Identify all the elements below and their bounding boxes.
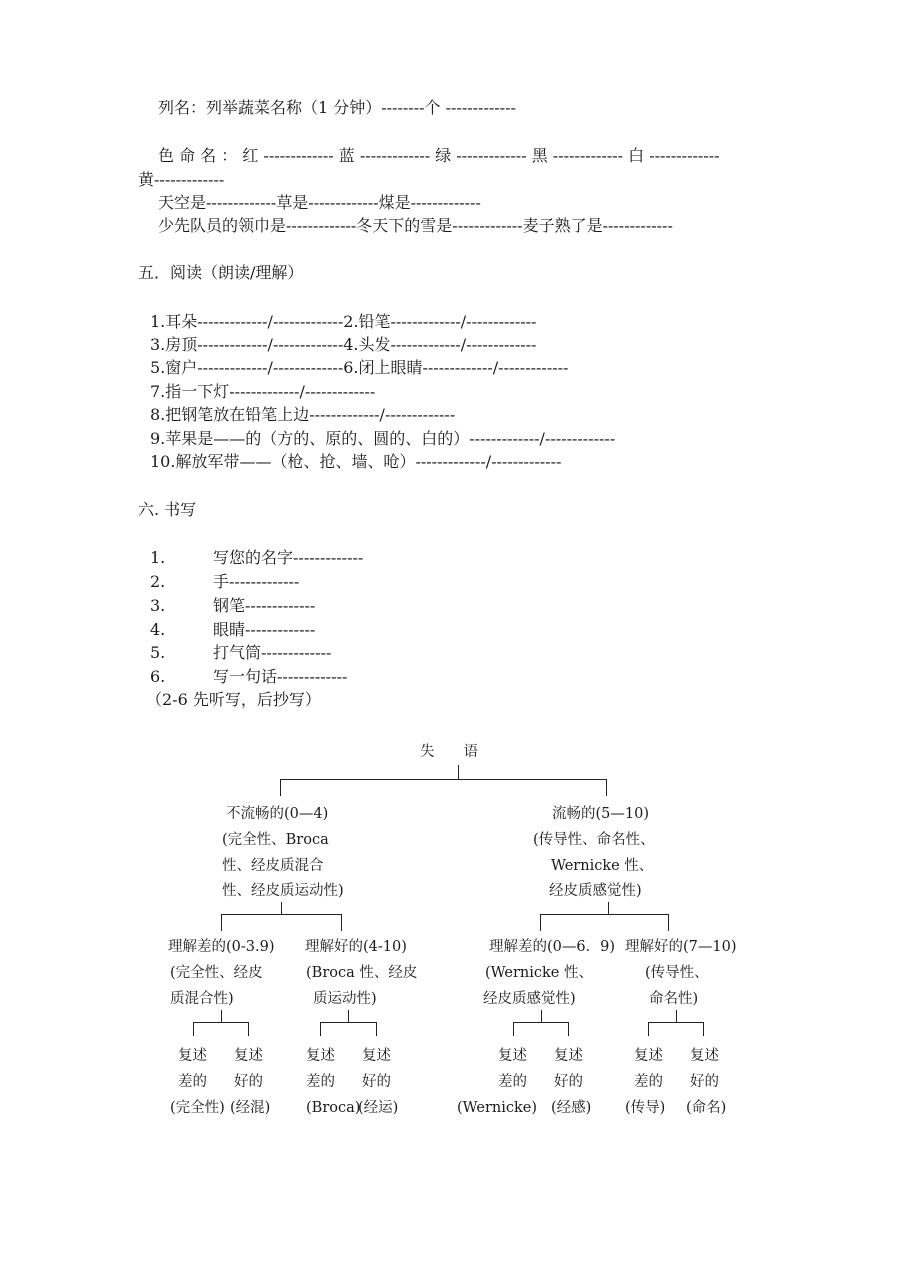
writing-item-number: 4. <box>150 620 166 639</box>
writing-item-text: 钢笔------------- <box>213 596 316 615</box>
writing-item-number: 2. <box>150 572 166 591</box>
nonfluent-detail: 性、经皮质运动性) <box>222 883 344 899</box>
tree-connector <box>376 1022 377 1036</box>
leaf-label: (命名) <box>686 1100 727 1116</box>
color-naming-line: 色 命 名 ： 红 ------------- 蓝 ------------- 绿 ------------- 黑 ------------- 白 ------------- <box>158 146 720 165</box>
tree-connector <box>348 1010 349 1022</box>
fluent-title: 流畅的(5—10) <box>552 806 649 822</box>
leaf-label: 差的 <box>306 1074 335 1090</box>
writing-item-text: 写您的名字------------- <box>213 548 364 567</box>
leaf-label: (经混) <box>230 1100 271 1116</box>
leaf-label: 复述 <box>554 1048 583 1064</box>
fluent-poor-detail: (Wernicke 性、 <box>485 965 593 981</box>
fluent-good-detail: (传导性、 <box>645 965 709 981</box>
tree-connector <box>458 765 459 779</box>
fluent-detail: 经皮质感觉性) <box>549 883 642 899</box>
writing-item-number: 6. <box>150 667 166 686</box>
reading-item: 5.窗户-------------/-------------6.闭上眼睛-------------/------------- <box>150 358 569 377</box>
tree-connector <box>221 1010 222 1022</box>
reading-heading: 五．阅读（朗读/理解） <box>138 263 304 282</box>
nonfluent-good-detail: 质运动性) <box>313 991 377 1007</box>
nonfluent-title: 不流畅的(0—4) <box>226 806 329 822</box>
fluent-poor-detail: 经皮质感觉性) <box>483 991 576 1007</box>
nonfluent-good-detail: (Broca 性、经皮 <box>306 965 418 981</box>
nonfluent-good-comprehension: 理解好的(4-10) <box>305 939 407 955</box>
nonfluent-detail: 性、经皮质混合 <box>222 858 324 874</box>
tree-connector <box>540 914 541 931</box>
nonfluent-poor-detail: (完全性、经皮 <box>170 965 263 981</box>
tree-connector <box>280 779 607 780</box>
leaf-label: (Broca) <box>306 1100 361 1116</box>
tree-connector <box>320 1022 377 1023</box>
writing-item-number: 3. <box>150 596 166 615</box>
writing-item-text: 手------------- <box>213 572 300 591</box>
fluent-good-comprehension: 理解好的(7—10) <box>625 939 737 955</box>
reading-item: 9.苹果是——的（方的、原的、圆的、白的）-------------/------------- <box>150 429 616 448</box>
leaf-label: (传导) <box>625 1100 666 1116</box>
tree-connector <box>193 1022 249 1023</box>
leaf-label: (Wernicke) <box>457 1100 538 1116</box>
fluent-good-detail: 命名性) <box>649 991 699 1007</box>
tree-connector <box>280 779 281 796</box>
reading-item: 7.指一下灯-------------/------------- <box>150 382 376 401</box>
tree-connector <box>608 902 609 914</box>
reading-item: 10.解放军带——（枪、抢、墙、呛）-------------/------------- <box>150 452 562 471</box>
writing-item-number: 1. <box>150 548 166 567</box>
tree-connector <box>668 914 669 931</box>
writing-note: （2-6 先听写，后抄写） <box>146 690 321 709</box>
tree-connector <box>568 1022 569 1036</box>
tree-connector <box>540 914 669 915</box>
writing-item-text: 眼睛------------- <box>213 620 316 639</box>
leaf-label: 好的 <box>554 1074 583 1090</box>
tree-connector <box>513 1022 569 1023</box>
tree-connector <box>648 1022 704 1023</box>
fluent-detail: (传导性、命名性、 <box>533 832 655 848</box>
writing-item-text: 打气筒------------- <box>213 643 332 662</box>
tree-connector <box>221 914 342 915</box>
pioneer-snow-wheat-line: 少先队员的领巾是-------------冬天下的雪是-------------麦子熟了是------------- <box>158 216 673 235</box>
writing-heading: 六. 书写 <box>138 500 197 519</box>
leaf-label: 复述 <box>178 1048 207 1064</box>
tree-connector <box>248 1022 249 1036</box>
sky-grass-coal-line: 天空是-------------草是-------------煤是------------- <box>158 193 481 212</box>
tree-connector <box>193 1022 194 1036</box>
tree-connector <box>648 1022 649 1036</box>
reading-item: 3.房顶-------------/-------------4.头发-------------/------------- <box>150 335 537 354</box>
tree-connector <box>676 1010 677 1022</box>
leaf-label: 差的 <box>498 1074 527 1090</box>
tree-connector <box>281 902 282 914</box>
leaf-label: 复述 <box>234 1048 263 1064</box>
leaf-label: 复述 <box>306 1048 335 1064</box>
leaf-label: 好的 <box>362 1074 391 1090</box>
leaf-label: 复述 <box>690 1048 719 1064</box>
fluent-poor-comprehension: 理解差的(0—6．9) <box>489 939 615 955</box>
tree-connector <box>341 914 342 931</box>
leaf-label: 复述 <box>362 1048 391 1064</box>
writing-item-text: 写一句话------------- <box>213 667 348 686</box>
leaf-label: (经感) <box>551 1100 592 1116</box>
leaf-label: 复述 <box>634 1048 663 1064</box>
nonfluent-detail: (完全性、Broca <box>222 832 329 848</box>
tree-connector <box>703 1022 704 1036</box>
reading-item: 1.耳朵-------------/-------------2.铅笔-------------/------------- <box>150 312 537 331</box>
nonfluent-poor-comprehension: 理解差的(0-3.9) <box>168 939 275 955</box>
leaf-label: (经运) <box>358 1100 399 1116</box>
fluent-detail: Wernicke 性、 <box>551 858 654 874</box>
naming-line: 列名：列举蔬菜名称（1 分钟）--------个 ------------- <box>158 98 516 117</box>
tree-connector <box>541 1010 542 1022</box>
tree-connector <box>320 1022 321 1036</box>
nonfluent-poor-detail: 质混合性) <box>170 991 234 1007</box>
leaf-label: 差的 <box>634 1074 663 1090</box>
leaf-label: 好的 <box>690 1074 719 1090</box>
leaf-label: 复述 <box>498 1048 527 1064</box>
writing-item-number: 5. <box>150 643 166 662</box>
tree-connector <box>221 914 222 931</box>
leaf-label: 差的 <box>178 1074 207 1090</box>
tree-connector <box>513 1022 514 1036</box>
reading-item: 8.把钢笔放在铅笔上边-------------/------------- <box>150 405 456 424</box>
leaf-label: (完全性) <box>170 1100 225 1116</box>
color-naming-line-wrap: 黄------------- <box>138 170 225 189</box>
leaf-label: 好的 <box>234 1074 263 1090</box>
tree-connector <box>606 779 607 796</box>
tree-root-label: 失 语 <box>420 744 478 760</box>
